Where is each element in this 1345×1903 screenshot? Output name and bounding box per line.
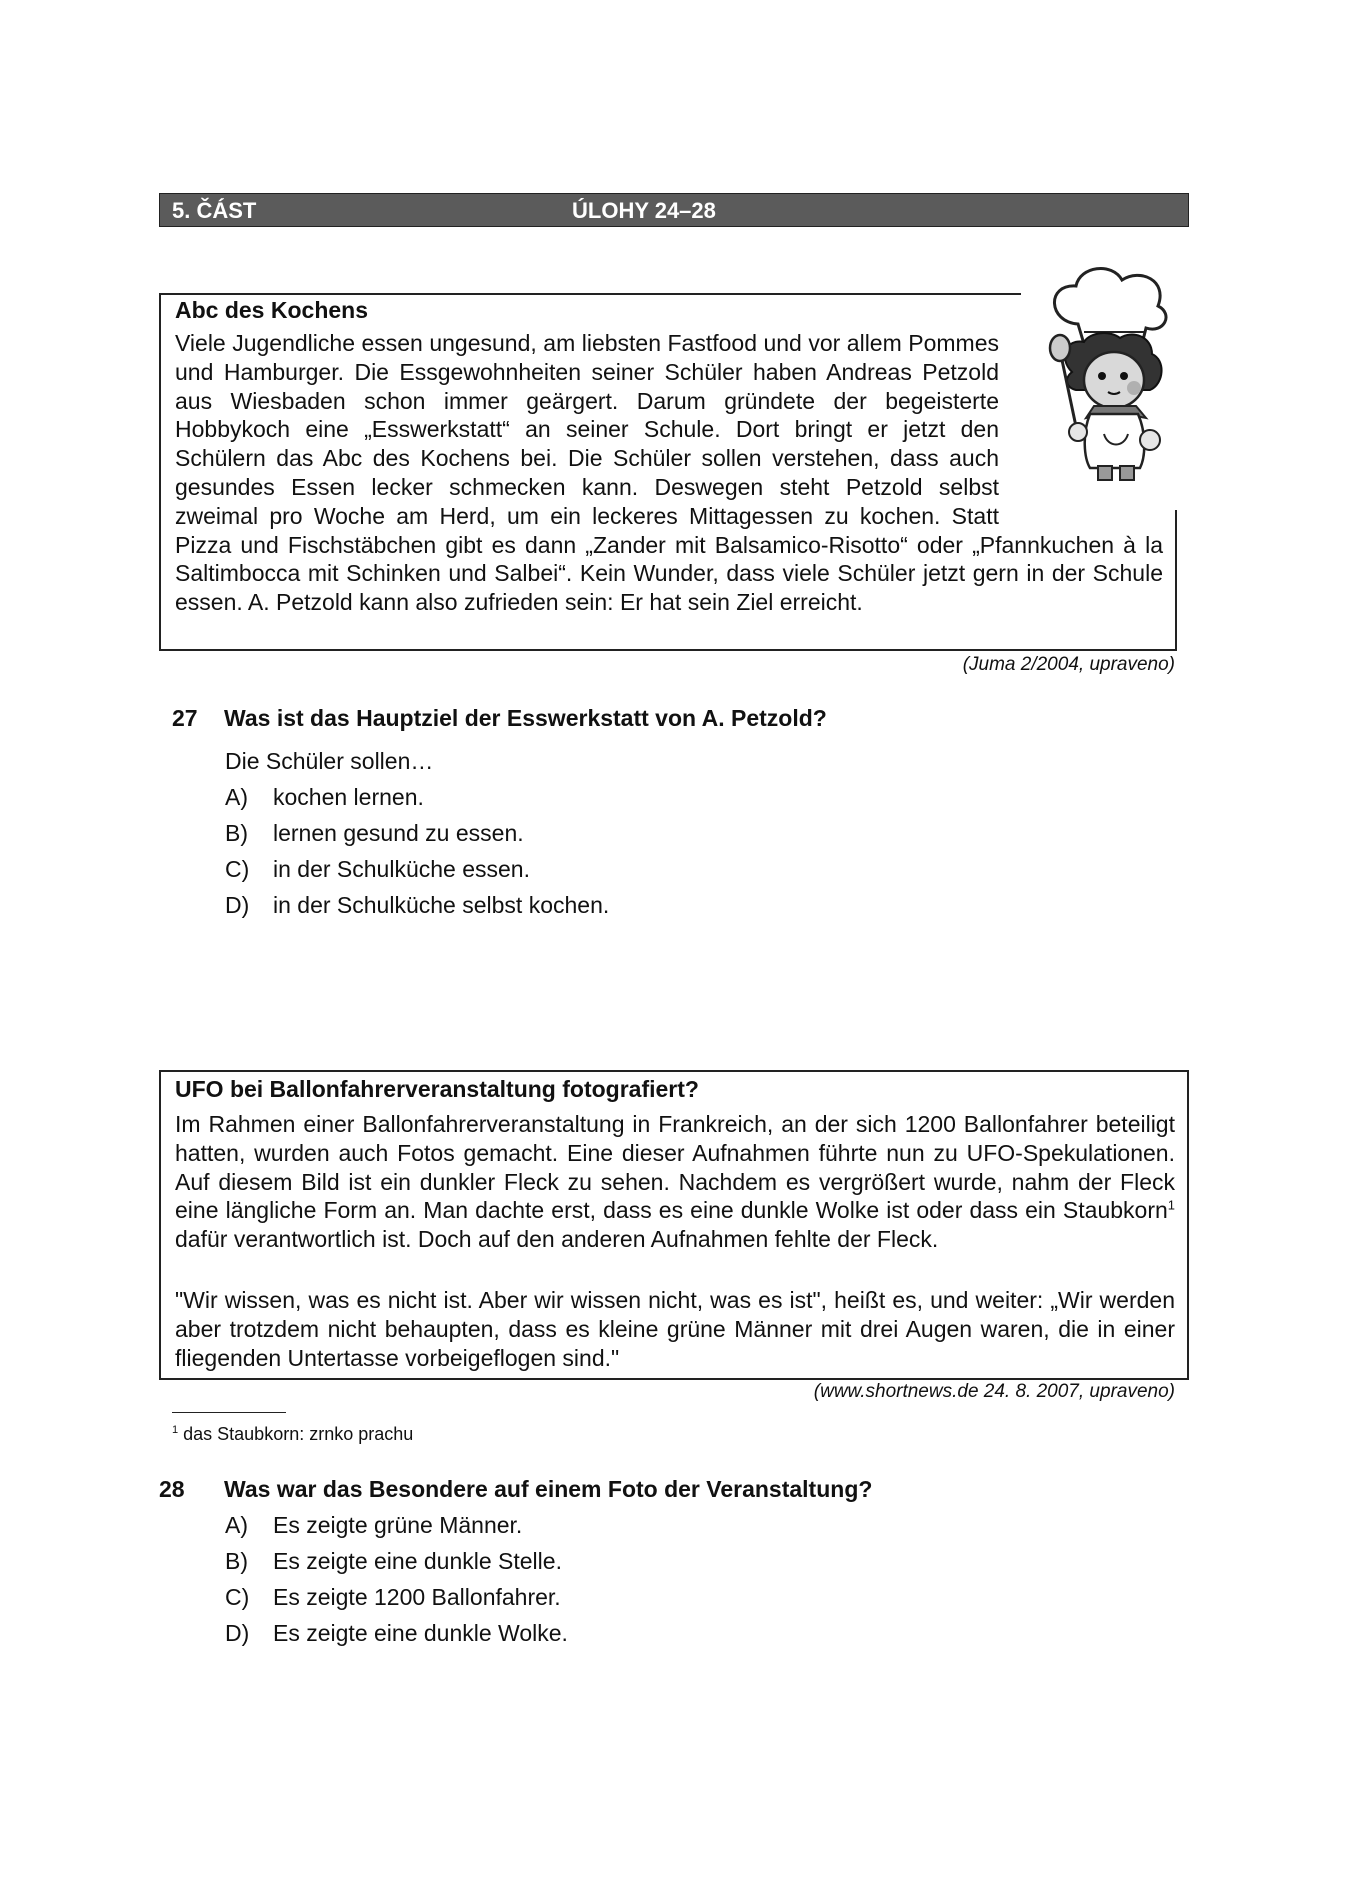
reading-text-1-content: Viele Jugendliche essen ungesund, am liebsten Fastfood und vor allem Pommes und Hamburger. Die Essgewohnheiten seiner Schüler haben Andreas Petzold aus Wiesbaden schon immer geärgert. Darum gründete der begeisterte Hobbykoch eine „Esswerkstatt“ an seiner Schule. Dort bringt er jetzt den Schülern das Abc des Kochens bei. Die Schüler sollen verstehen, dass auch gesundes Essen lecker schmecken kann. Deswegen steht Petzold selbst zweimal pro Woche am Herd, um ein leckeres Mittagessen zu kochen. Statt Pizza und Fischstäbchen gibt es dann „Zander mit Balsamico-Risotto“ oder „Pfannkuchen à la Saltimbocca mit Schinken und Salbei“. Kein Wunder, dass viele Schüler jetzt gern in der Schule essen. A. Petzold kann also zufrieden sein: Er hat sein Ziel erreicht. [175,330,1163,616]
question-28-option-c[interactable] [225,1584,561,1611]
option-letter: C) [225,856,250,882]
option-text: lernen gesund zu essen. [273,820,524,846]
box-right-border [1175,510,1177,651]
question-28-number: 28 [159,1476,185,1502]
question-28-option-b[interactable] [225,1548,562,1575]
reading-text-2-quote: "Wir wissen, was es nicht ist. Aber wir wissen nicht, was es ist", heißt es, und weiter: „Wir werden aber trotzdem nicht behaupten, dass es kleine grüne Männer mit drei Augen waren, die in einer fliegenden Untertasse vorbeigeflogen sind." [175,1287,1175,1371]
reading-text-2-part-2: dafür verantwortlich ist. Doch auf den anderen Aufnahmen fehlte der Fleck. [175,1226,939,1253]
question-27-option-a[interactable] [225,784,424,811]
option-text: Es zeigte grüne Männer. [273,1512,523,1538]
option-letter: B) [225,820,248,846]
option-letter: A) [225,784,248,810]
option-text: Es zeigte eine dunkle Stelle. [273,1548,562,1574]
option-text: kochen lernen. [273,784,424,810]
reading-text-2-part-1: Im Rahmen einer Ballonfahrerveranstaltung in Frankreich, an der sich 1200 Ballonfahrer beteiligt hatten, wurden auch Fotos gemacht. Eine dieser Aufnahmen führte nun zu UFO-Spekulationen. Auf diesem Bild ist ein dunkler Fleck zu sehen. Nachdem es vergrößert wurde, nahm der Fleck eine längliche Form an. Man dachte erst, dass es eine dunkle Wolke ist oder dass ein Staubkorn [175,1111,1175,1224]
question-27-text: Was ist das Hauptziel der Esswerkstatt von A. Petzold? [224,705,827,731]
option-text: Es zeigte eine dunkle Wolke. [273,1620,568,1646]
question-27-option-c[interactable] [225,856,530,883]
option-letter: D) [225,892,250,918]
footnote-mark: 1 [172,1424,179,1436]
chef-illustration [1028,262,1196,484]
option-letter: C) [225,1584,250,1610]
footnote [172,1424,413,1445]
section-tasks-label: ÚLOHY 24–28 [572,198,716,223]
option-letter: D) [225,1620,250,1646]
section-header-bar [159,193,1189,227]
option-text: Es zeigte 1200 Ballonfahrer. [273,1584,561,1610]
footnote-reference: 1 [1167,1197,1175,1213]
reading-text-box-1 [159,293,1175,651]
question-28-text: Was war das Besondere auf einem Foto der Veranstaltung? [224,1476,873,1502]
question-27-number: 27 [172,705,198,731]
question-28-option-d[interactable] [225,1620,568,1647]
option-letter: B) [225,1548,248,1574]
reading-text-2-body [175,1110,1175,1254]
option-letter: A) [225,1512,248,1538]
question-27-stem: Die Schüler sollen… [225,748,434,774]
box-top-border [159,293,1021,295]
reading-text-2-source: (www.shortnews.de 24. 8. 2007, upraveno) [813,1381,1175,1402]
footnote-text: das Staubkorn: zrnko prachu [178,1424,414,1444]
reading-text-1-body [175,329,1163,617]
reading-text-box-2 [159,1070,1189,1380]
reading-text-1-title: Abc des Kochens [175,297,368,323]
option-text: in der Schulküche selbst kochen. [273,892,610,918]
reading-text-2-title: UFO bei Ballonfahrerveranstaltung fotografiert? [175,1076,699,1102]
footnote-divider [172,1412,286,1413]
reading-text-1-source: (Juma 2/2004, upraveno) [962,654,1175,675]
question-27-option-d[interactable] [225,892,609,919]
section-part-label: 5. ČÁST [172,198,257,223]
option-text: in der Schulküche essen. [273,856,530,882]
question-27-option-b[interactable] [225,820,524,847]
question-28-option-a[interactable] [225,1512,522,1539]
